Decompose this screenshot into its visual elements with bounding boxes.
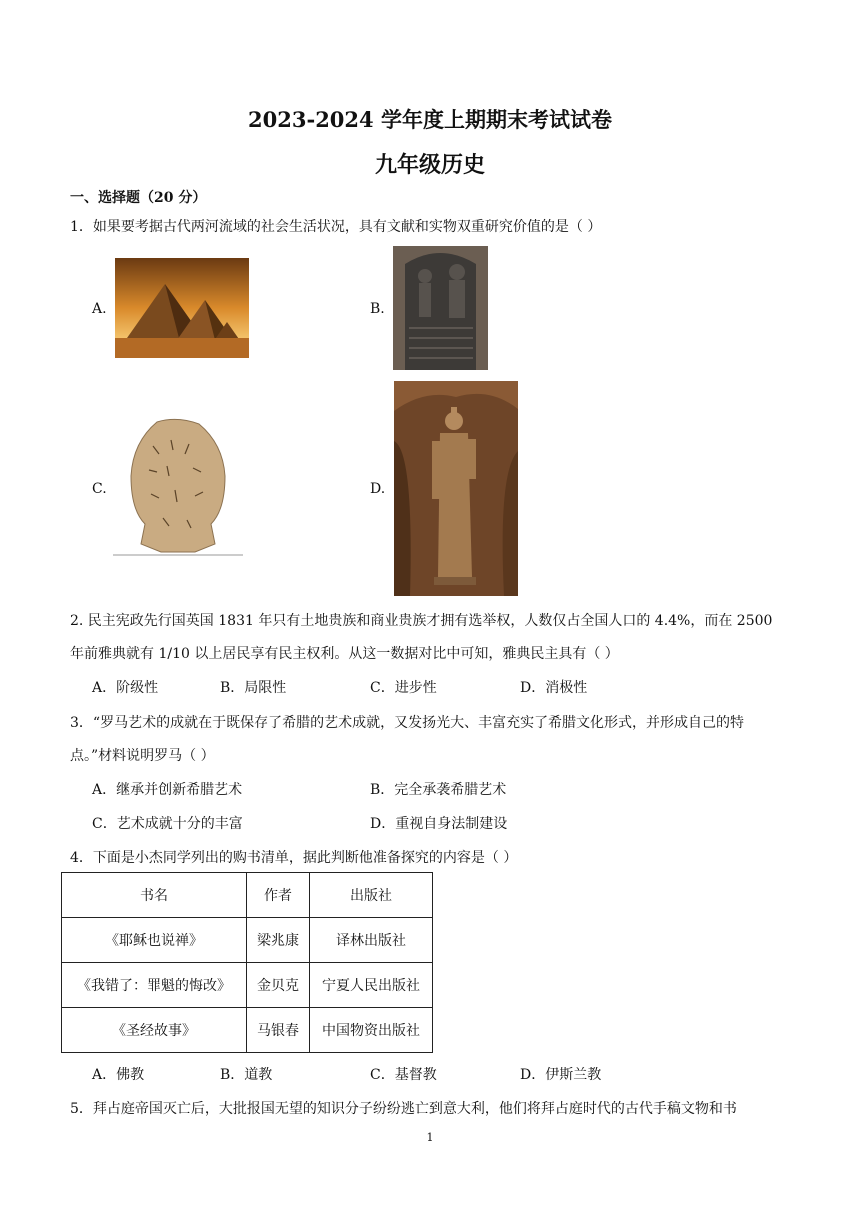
table-header-row (62, 873, 433, 918)
q3-line-2: 点。”材料说明罗马（ ） (70, 748, 215, 764)
q4-option-d: D．伊斯兰教 (520, 1067, 602, 1083)
buddha-statue-image (394, 381, 518, 596)
q3-option-c: C．艺术成就十分的丰富 (92, 816, 243, 832)
q1-option-b-label: B. (370, 301, 385, 317)
table-header-cell: 书名 (62, 873, 247, 918)
q4-option-b: B．道教 (220, 1067, 273, 1083)
table-row (62, 963, 433, 1008)
q5-line-1: 5．拜占庭帝国灭亡后，大批报国无望的知识分子纷纷逃亡到意大利，他们将拜占庭时代的古代手稿文物和书 (70, 1101, 737, 1117)
q1-option-c-label: C. (92, 481, 107, 497)
table-cell: 金贝克 (247, 963, 310, 1008)
q1-stem: 1．如果要考据古代两河流域的社会生活状况，具有文献和实物双重研究价值的是（ ） (70, 219, 602, 235)
q3-option-a: A．继承并创新希腊艺术 (92, 782, 243, 798)
table-cell: 《圣经故事》 (62, 1008, 247, 1053)
oracle-bone-image (113, 418, 243, 556)
table-cell: 马银春 (247, 1008, 310, 1053)
q2-option-a: A．阶级性 (92, 680, 159, 696)
q1-option-a-label: A. (92, 301, 107, 317)
table-cell: 梁兆康 (247, 918, 310, 963)
q4-stem: 4．下面是小杰同学列出的购书清单，据此判断他准备探究的内容是（ ） (70, 850, 518, 866)
exam-subtitle: 九年级历史 (374, 152, 485, 178)
table-row (62, 1008, 433, 1053)
table-row (62, 918, 433, 963)
page-number: 1 (426, 1131, 434, 1144)
stele-image (393, 246, 488, 370)
q3-option-b: B．完全承袭希腊艺术 (370, 782, 507, 798)
q2-option-d: D．消极性 (520, 680, 588, 696)
q3-option-d: D．重视自身法制建设 (370, 816, 508, 832)
table-header-cell: 作者 (247, 873, 310, 918)
q1-option-d-label: D. (370, 481, 386, 497)
q2-line-2: 年前雅典就有 1/10 以上居民享有民主权利。从这一数据对比中可知，雅典民主具有（ ） (70, 646, 619, 662)
q4-option-c: C．基督教 (370, 1067, 437, 1083)
q2-option-b: B．局限性 (220, 680, 287, 696)
table-cell: 《耶稣也说禅》 (62, 918, 247, 963)
section-heading: 一、选择题（20 分） (70, 190, 207, 206)
q3-line-1: 3．“罗马艺术的成就在于既保存了希腊的艺术成就，又发扬光大、丰富充实了希腊文化形式，并形成自己的特 (70, 715, 745, 731)
q2-option-c: C．进步性 (370, 680, 437, 696)
table-cell: 《我错了：罪魁的悔改》 (62, 963, 247, 1008)
table-cell: 中国物资出版社 (310, 1008, 433, 1053)
table-cell: 译林出版社 (310, 918, 433, 963)
pyramids-image (115, 258, 249, 358)
exam-title: 2023-2024 学年度上期期末考试试卷 (248, 107, 612, 132)
q2-line-1: 2. 民主宪政先行国英国 1831 年只有土地贵族和商业贵族才拥有选举权，人数仅占全国人口的 4.4%，而在 2500 (70, 613, 773, 629)
q4-option-a: A．佛教 (92, 1067, 145, 1083)
table-cell: 宁夏人民出版社 (310, 963, 433, 1008)
table-header-cell: 出版社 (310, 873, 433, 918)
book-list-table (61, 872, 433, 1053)
